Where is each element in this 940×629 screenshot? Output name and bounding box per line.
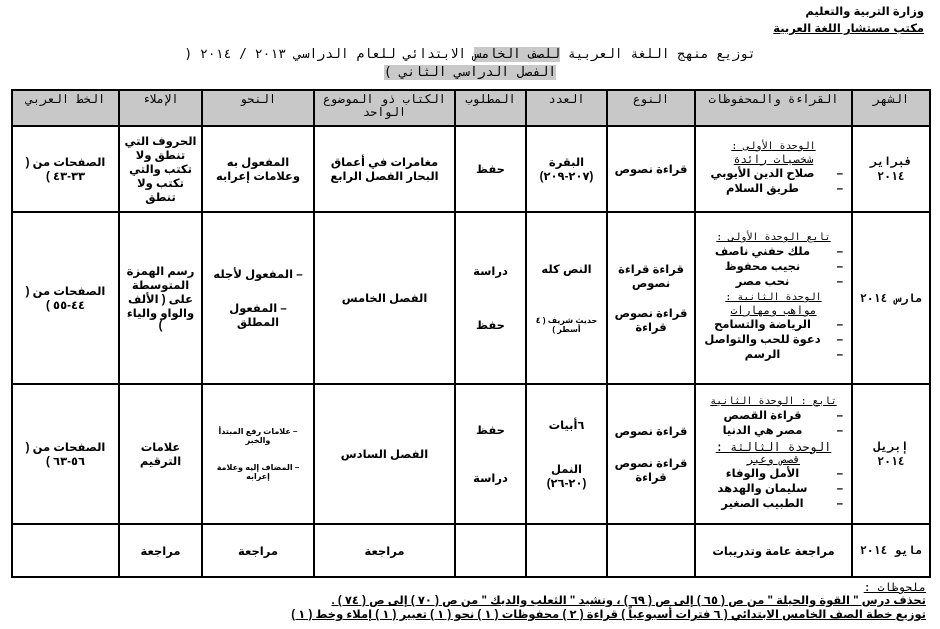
col-month: الشهر: [852, 90, 930, 126]
col-count: العدد: [526, 90, 607, 126]
count-cell: [526, 524, 607, 577]
count-cell: [526, 212, 607, 384]
required-value: دراسة: [473, 473, 508, 485]
list-item: – الرياضة والتسامح: [700, 318, 825, 333]
list-item: – الرسم: [700, 348, 825, 363]
list-item: – الأمل والوفاء: [700, 467, 825, 482]
count-cell: البقرة (٢٠٧-٢٠٩): [526, 126, 607, 212]
required-value: دراسة: [473, 266, 508, 278]
ministry-name: وزارة التربية والتعليم: [805, 6, 924, 18]
lesson-list: [700, 318, 847, 363]
list-item: – الطبيب الصغير: [700, 497, 825, 512]
reading-cell: [695, 212, 852, 384]
calligraphy-cell: [12, 524, 119, 577]
unit-subtitle: شخصيات رائدة: [733, 152, 814, 166]
spelling-cell: الحروف التي تنطق ولا تكتب والتي تكتب ولا تنطق: [119, 126, 202, 212]
grammar-value: – المفعول لأجله: [213, 269, 303, 281]
required-value: حفظ: [476, 425, 505, 437]
list-item: – نحب مصر: [700, 275, 825, 290]
table-row: [12, 384, 930, 524]
type-cell: [607, 384, 695, 524]
calligraphy-cell: الصفحات من ( ٣٣-٤٣ ): [12, 126, 119, 212]
grammar-value: – المفعول المطلق: [229, 303, 287, 329]
month-cell: مايو ٢٠١٤: [852, 524, 930, 577]
required-cell: [455, 212, 526, 384]
unit-title: الوحدة الأولى :: [731, 140, 816, 152]
required-value: حفظ: [476, 320, 505, 332]
list-item: – ملك حفني ناصف: [700, 245, 825, 260]
list-item: – مصر هي الدنيا: [700, 424, 825, 439]
book-cell: الفصل السادس: [314, 384, 455, 524]
grammar-cell: [202, 384, 314, 524]
curriculum-table: [11, 89, 931, 578]
list-item: – دعوة للحب والتواصل: [700, 333, 825, 348]
month-cell: فبراير ٢٠١٤: [852, 126, 930, 212]
lesson-list: [700, 467, 847, 512]
title-before: توزيع منهج اللغة العربية: [560, 47, 756, 62]
title-highlight: للصف الخامس: [473, 47, 561, 62]
table-row: [12, 126, 930, 212]
type-value: قراءة نصوص قراءة: [614, 458, 688, 484]
unit-subtitle: مواهب ومهارات: [730, 304, 817, 317]
type-cell: قراءة نصوص: [607, 126, 695, 212]
list-item: – قراءة القصص: [700, 409, 825, 424]
calligraphy-cell: الصفحات من ( ٤٤-٥٥ ): [12, 212, 119, 384]
grammar-cell: المفعول به وعلامات إعرابه: [202, 126, 314, 212]
lesson-list: [700, 409, 847, 439]
list-item: – طريق السلام: [700, 182, 825, 197]
count-cell: [526, 384, 607, 524]
col-book: الكتاب ذو الموضوع الواحد: [314, 90, 455, 126]
grammar-value: – علامات رفع المبتدأ والخبر: [218, 427, 298, 445]
type-cell: [607, 524, 695, 577]
col-required: المطلوب: [455, 90, 526, 126]
col-type: النوع: [607, 90, 695, 126]
office-name: مكتب مستشار اللغة العربية: [773, 23, 924, 35]
type-value: قراءة نصوص: [614, 426, 688, 438]
grammar-cell: مراجعة: [202, 524, 314, 577]
reading-cell: [695, 126, 852, 212]
type-value: قراءة قراءة نصوص: [618, 264, 684, 290]
unit-title: الوحدة الثانية :: [725, 292, 822, 303]
calligraphy-cell: الصفحات من ( ٥٦-٦٣ ): [12, 384, 119, 524]
required-cell: حفظ: [455, 126, 526, 212]
col-grammar: النحو: [202, 90, 314, 126]
list-item: – صلاح الدين الأيوبي: [700, 167, 825, 182]
table-row: [12, 524, 930, 577]
notes-label: ملحوظات :: [863, 580, 926, 594]
notes-section: [11, 580, 926, 622]
count-value: ٦أبيات: [548, 420, 585, 432]
title-after: الابتدائي للعام الدراسي ٢٠١٣ / ٢٠١٤ (: [184, 47, 474, 62]
spelling-cell: علامات الترقيم: [119, 384, 202, 524]
grammar-cell: [202, 212, 314, 384]
lesson-list: [700, 167, 847, 197]
list-item: – سليمان والهدهد: [700, 482, 825, 497]
col-calligraphy: الخط العربي: [12, 90, 119, 126]
reading-cell: مراجعة عامة وتدريبات: [695, 524, 852, 577]
header-row: [12, 90, 930, 126]
unit-subtitle: قصص وعبر: [747, 452, 800, 466]
notes-line: توزيع خطة الصف الخامس الابتدائي ( ٦ فترات أسبوعياً ) قراءة ( ٢ ) محفوظات ( ١ ) نحو ( ١ ) تعبير ( ١ ) إملاء وخط ( ١ ): [291, 609, 926, 621]
required-cell: [455, 384, 526, 524]
required-cell: [455, 524, 526, 577]
list-item: – نجيب محفوظ: [700, 260, 825, 275]
book-cell: الفصل الخامس: [314, 212, 455, 384]
document-title: [60, 46, 880, 82]
table-row: [12, 212, 930, 384]
col-spelling: الإملاء: [119, 90, 202, 126]
notes-line: تحذف درس " القوة والحيلة " من ص ( ٦٥ ) إلى ص ( ٦٩ ) ، ونشيد " الثعلب والديك " من ص ( ٧٠ ) إلى ص ( ٧٤ ) .: [331, 595, 926, 607]
unit-title: تابع : الوحدة الثانية: [710, 395, 837, 407]
title-line2: الفصل الدراسي الثاني ): [383, 65, 557, 80]
book-cell: مراجعة: [314, 524, 455, 577]
unit-title: تابع الوحدة الأولى :: [716, 232, 831, 243]
month-cell: مارس ٢٠١٤: [852, 212, 930, 384]
count-value: النص كله: [541, 264, 592, 276]
month-cell: إبريل ٢٠١٤: [852, 384, 930, 524]
book-cell: مغامرات في أعماق البحار الفصل الرابع: [314, 126, 455, 212]
unit-title: الوحدة الثالثة :: [715, 439, 832, 454]
type-cell: [607, 212, 695, 384]
col-reading: القراءة والمحفوظات: [695, 90, 852, 126]
reading-cell: [695, 384, 852, 524]
lesson-list: [700, 245, 847, 290]
count-value: حديث شريف ( ٤ أسطر ): [535, 316, 598, 334]
spelling-cell: مراجعة: [119, 524, 202, 577]
ministry-header: [773, 4, 924, 38]
count-value: النمل (٢٠-٢٦): [546, 464, 587, 490]
spelling-cell: رسم الهمزة المتوسطة على ( الألف والواو والياء ): [119, 212, 202, 384]
type-value: قراءة نصوص قراءة: [614, 308, 688, 334]
grammar-value: – المضاف إليه وعلامة إعرابه: [216, 463, 300, 481]
